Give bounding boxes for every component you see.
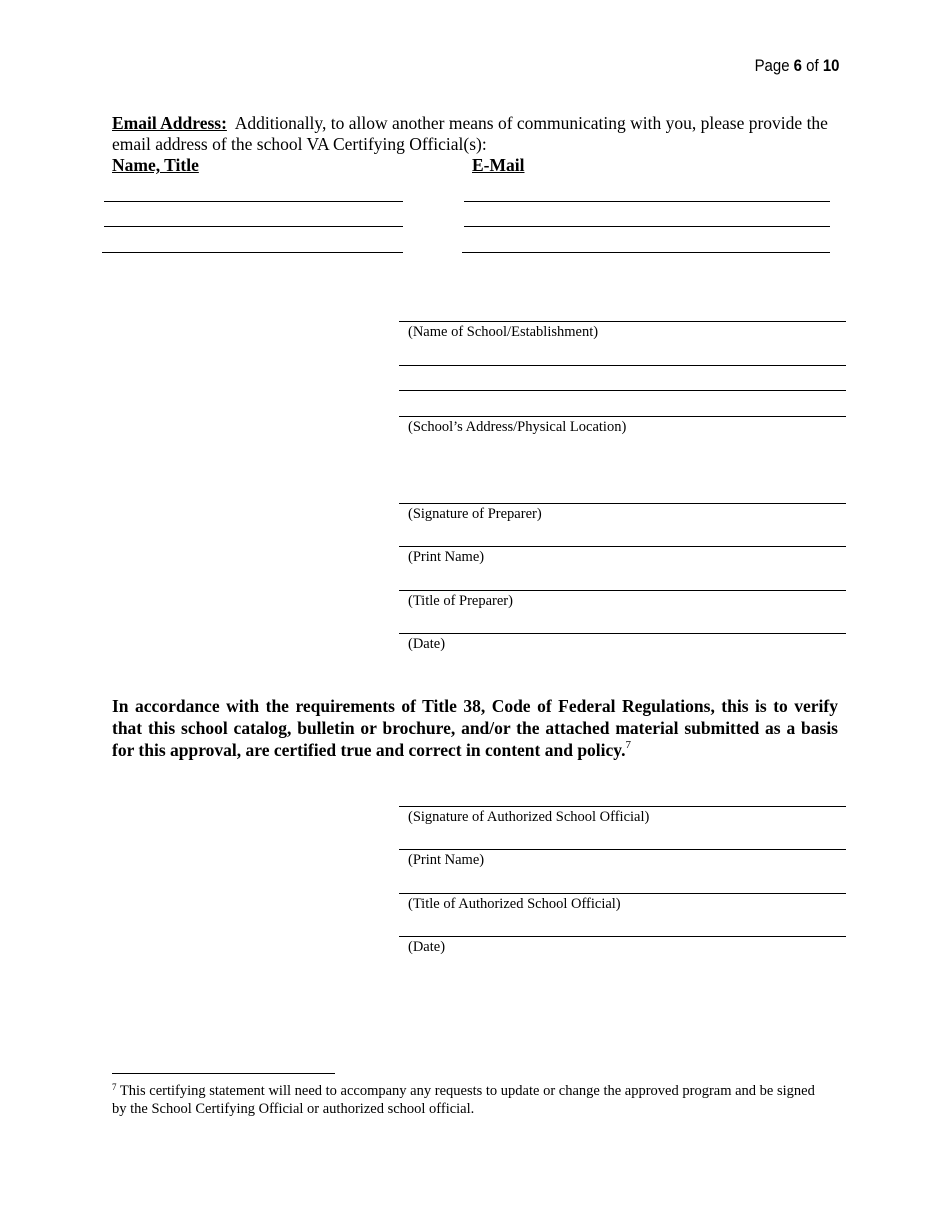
school-name-line[interactable] xyxy=(399,321,846,322)
name-title-field-3[interactable] xyxy=(102,252,403,253)
email-intro-text: Additionally, to allow another means of communicating with you, please provide the email address of the school VA Certifying Official(s): xyxy=(112,113,828,154)
preparer-signature-label: (Signature of Preparer) xyxy=(408,506,542,522)
official-title-line[interactable] xyxy=(399,893,846,894)
footnote-text: This certifying statement will need to accompany any requests to update or change the approved program and be signed by the School Certifying Official or authorized school official. xyxy=(112,1083,815,1117)
official-signature-label: (Signature of Authorized School Official) xyxy=(408,809,650,825)
address-line-1[interactable] xyxy=(399,365,846,366)
official-print-name-line[interactable] xyxy=(399,849,846,850)
preparer-print-name-line[interactable] xyxy=(399,546,846,547)
email-heading: E-Mail xyxy=(472,155,525,175)
preparer-signature-line[interactable] xyxy=(399,503,846,504)
preparer-date-line[interactable] xyxy=(399,633,846,634)
official-print-name-label: (Print Name) xyxy=(408,852,485,868)
official-title-label: (Title of Authorized School Official) xyxy=(408,896,621,912)
official-date-label: (Date) xyxy=(408,939,446,955)
footnote-ref: 7 xyxy=(625,739,631,751)
page-number: Page 6 of 10 xyxy=(754,56,839,75)
certification-statement: In accordance with the requirements of Title 38, Code of Federal Regulations, this is to verify that this school catalog, bulletin or brochure, and/or the attached material submitted as a basis for this approval, are certified true and correct in content and policy.$^7$ xyxy=(112,696,838,760)
address-line-3[interactable] xyxy=(399,416,846,417)
email-field-1[interactable] xyxy=(464,201,830,202)
official-signature-line[interactable] xyxy=(399,806,846,807)
preparer-title-label: (Title of Preparer) xyxy=(408,593,513,609)
name-title-field-2[interactable] xyxy=(104,226,403,227)
email-intro xyxy=(112,113,832,155)
address-line-2[interactable] xyxy=(399,390,846,391)
footnote xyxy=(112,1082,832,1118)
preparer-date-label: (Date) xyxy=(408,636,446,652)
email-field-3[interactable] xyxy=(462,252,830,253)
address-label: (School’s Address/Physical Location) xyxy=(408,419,627,435)
footnote-number: 7 xyxy=(112,1082,117,1092)
email-field-2[interactable] xyxy=(464,226,830,227)
preparer-print-name-label: (Print Name) xyxy=(408,549,485,565)
official-date-line[interactable] xyxy=(399,936,846,937)
name-title-field-1[interactable] xyxy=(104,201,403,202)
school-name-label: (Name of School/Establishment) xyxy=(408,324,599,340)
email-address-label: Email Address: xyxy=(112,113,227,133)
preparer-title-line[interactable] xyxy=(399,590,846,591)
footnote-separator xyxy=(112,1073,335,1074)
name-title-heading: Name, Title xyxy=(112,155,199,175)
